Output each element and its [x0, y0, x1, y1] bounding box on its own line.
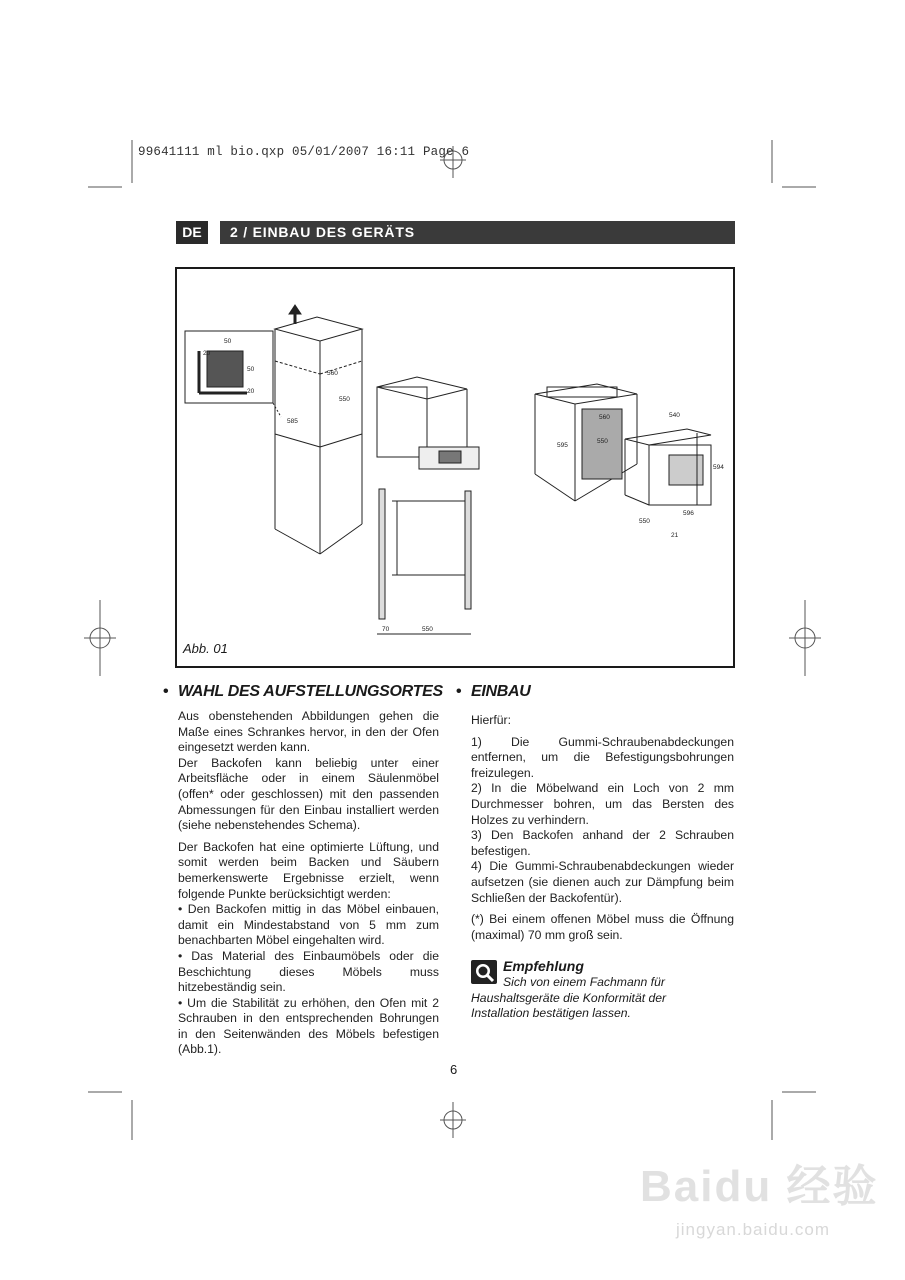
dim-label: 550: [422, 626, 433, 633]
step: 1) Die Gummi-Schraubenabdeckungen entfernen, um die Befestigungsbohrungen freizulegen.: [471, 734, 734, 780]
paragraph: Aus obenstehenden Abbildungen gehen die Maße eines Schrankes hervor, in den der Ofen eingesetzt werden kann.: [178, 709, 439, 755]
dim-label: 20: [247, 388, 255, 395]
dim-label: 550: [639, 518, 650, 525]
note: (*) Bei einem offenen Möbel muss die Öffnung (maximal) 70 mm groß sein.: [471, 912, 734, 942]
section-title: 2 / EINBAU DES GERÄTS: [220, 221, 735, 244]
dim-label: 585: [287, 418, 298, 425]
dim-label: 560: [327, 370, 338, 377]
dim-label: 560: [599, 414, 610, 421]
paragraph: • Den Backofen mittig in das Möbel einbauen, damit ein Mindestabstand von 5 mm zum benachbarten Möbel eingehalten wird.: [178, 902, 439, 948]
dim-label: 70: [382, 626, 390, 633]
paragraph: Der Backofen kann beliebig unter einer Arbeitsfläche oder in einem Säulenmöbel (offen* oder geschlossen) mit den passenden Abmessungen für den Einbau installiert werden (siehe nebenstehendes Schema).: [178, 755, 439, 833]
heading-placement: WAHL DES AUFSTELLUNGSORTES: [178, 683, 443, 700]
dim-label: 595: [557, 442, 568, 449]
installation-figure: [175, 267, 735, 668]
step: 4) Die Gummi-Schraubenabdeckungen wieder aufsetzen (sie dienen auch zur Dämpfung beim Schließen der Backofentür).: [471, 859, 734, 905]
step: 3) Den Backofen anhand der 2 Schrauben befestigen.: [471, 828, 734, 858]
dim-label: 540: [669, 412, 680, 419]
watermark-logo: Baidu 经验: [640, 1162, 879, 1211]
print-slug: 99641111 ml bio.qxp 05/01/2007 16:11 Page 6: [138, 145, 470, 159]
step: 2) In die Möbelwand ein Loch von 2 mm Durchmesser bohren, um das Bersten des Holzes zu verhindern.: [471, 781, 734, 827]
dim-label: 550: [339, 396, 350, 403]
installation-diagram: [177, 269, 733, 666]
dim-label: 50: [247, 366, 255, 373]
dim-label: 594: [713, 464, 724, 471]
dim-label: 20: [203, 350, 211, 357]
paragraph: • Um die Stabilität zu erhöhen, den Ofen mit 2 Schrauben in den entsprechenden Bohrungen in den Seitenwänden des Möbels befestigen (Abb.1).: [178, 995, 439, 1057]
paragraph: • Das Material des Einbaumöbels oder die Beschichtung dieses Möbels muss hitzebeständig sein.: [178, 948, 439, 995]
heading-bullet: •: [163, 683, 169, 700]
intro: Hierfür:: [471, 713, 511, 727]
heading-bullet: •: [456, 683, 462, 700]
paragraph: Der Backofen hat eine optimierte Lüftung, und somit werden beim Backen und Säubern bemerkenswerte Ergebnisse erzielt, wenn folgende Punkte berücksichtigt werden:: [178, 839, 439, 901]
dim-label: 21: [671, 532, 679, 539]
dim-label: 596: [683, 510, 694, 517]
figure-caption: Abb. 01: [183, 641, 228, 656]
dim-label: 50: [224, 338, 232, 345]
watermark-url: jingyan.baidu.com: [676, 1220, 831, 1239]
tip-title: Empfehlung: [503, 958, 584, 974]
language-badge: DE: [176, 221, 208, 244]
tip-text: Sich von einem Fachmann für Haushaltsgeräte die Konformität der Installation bestätigen lassen.: [471, 975, 667, 1021]
placement-text: [178, 709, 439, 1058]
heading-installation: EINBAU: [471, 683, 531, 700]
dim-label: 550: [597, 438, 608, 445]
installation-text: [471, 713, 734, 943]
page-number: 6: [450, 1062, 458, 1077]
